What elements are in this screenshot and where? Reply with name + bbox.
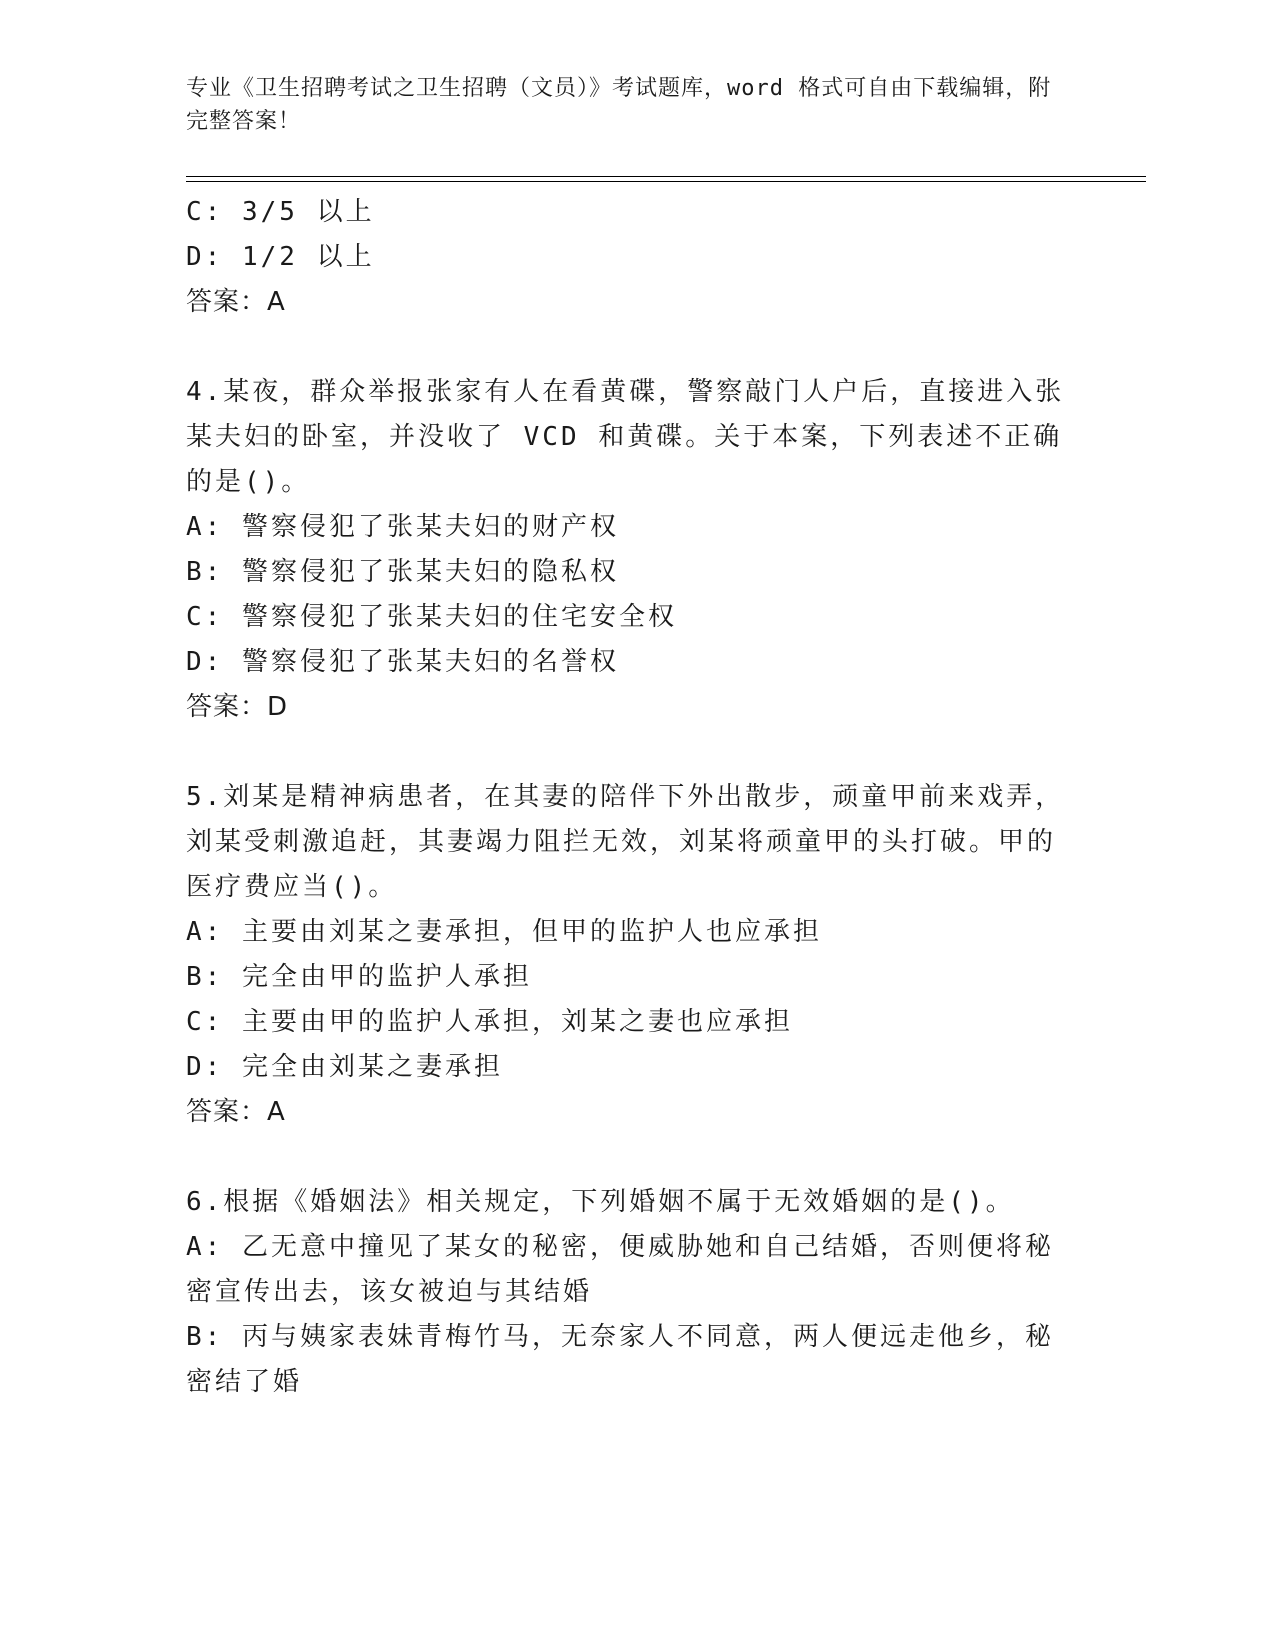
option-line: B: 完全由甲的监护人承担 [186,962,532,992]
option-line: A: 警察侵犯了张某夫妇的财产权 [186,512,619,542]
question-stem: 5.刘某是精神病患者，在其妻的陪伴下外出散步，顽童甲前来戏弄，刘某受刺激追赶，其妻竭力阻拦无效，刘某将顽童甲的头打破。甲的医疗费应当()。 [186,782,1065,902]
partial-question [186,190,1066,325]
option-line: A: 乙无意中撞见了某女的秘密，便威胁她和自己结婚，否则便将秘密宣传出去，该女被迫与其结婚 [186,1232,1054,1307]
option-line: D: 警察侵犯了张某夫妇的名誉权 [186,647,619,677]
option-line: C: 主要由甲的监护人承担，刘某之妻也应承担 [186,1007,793,1037]
option-line: B: 丙与姨家表妹青梅竹马，无奈家人不同意，两人便远走他乡，秘密结了婚 [186,1322,1054,1397]
question-6 [186,1180,1066,1405]
option-line: C: 警察侵犯了张某夫妇的住宅安全权 [186,602,677,632]
spacer [186,730,1066,775]
question-stem: 4.某夜，群众举报张家有人在看黄碟，警察敲门人户后，直接进入张某夫妇的卧室，并没收了 VCD 和黄碟。关于本案，下列表述不正确的是()。 [186,377,1065,497]
document-body [186,190,1066,1405]
option-line: A: 主要由刘某之妻承担，但甲的监护人也应承担 [186,917,822,947]
header-rule-top [186,176,1146,177]
answer-line: 答案：D [186,692,289,722]
spacer [186,1135,1066,1180]
spacer [186,325,1066,370]
option-line: D: 1/2 以上 [186,242,375,272]
question-5 [186,775,1066,1135]
header-text: 专业《卫生招聘考试之卫生招聘（文员）》考试题库，word 格式可自由下载编辑，附完整答案！ [186,76,1052,134]
option-line: C: 3/5 以上 [186,197,375,227]
question-stem: 6.根据《婚姻法》相关规定，下列婚姻不属于无效婚姻的是()。 [186,1187,1015,1217]
option-line: D: 完全由刘某之妻承担 [186,1052,503,1082]
header-rule-bottom [186,181,1146,182]
option-line: B: 警察侵犯了张某夫妇的隐私权 [186,557,619,587]
answer-line: 答案：A [186,287,286,317]
document-header [186,72,1066,138]
question-4 [186,370,1066,730]
answer-line: 答案：A [186,1097,286,1127]
